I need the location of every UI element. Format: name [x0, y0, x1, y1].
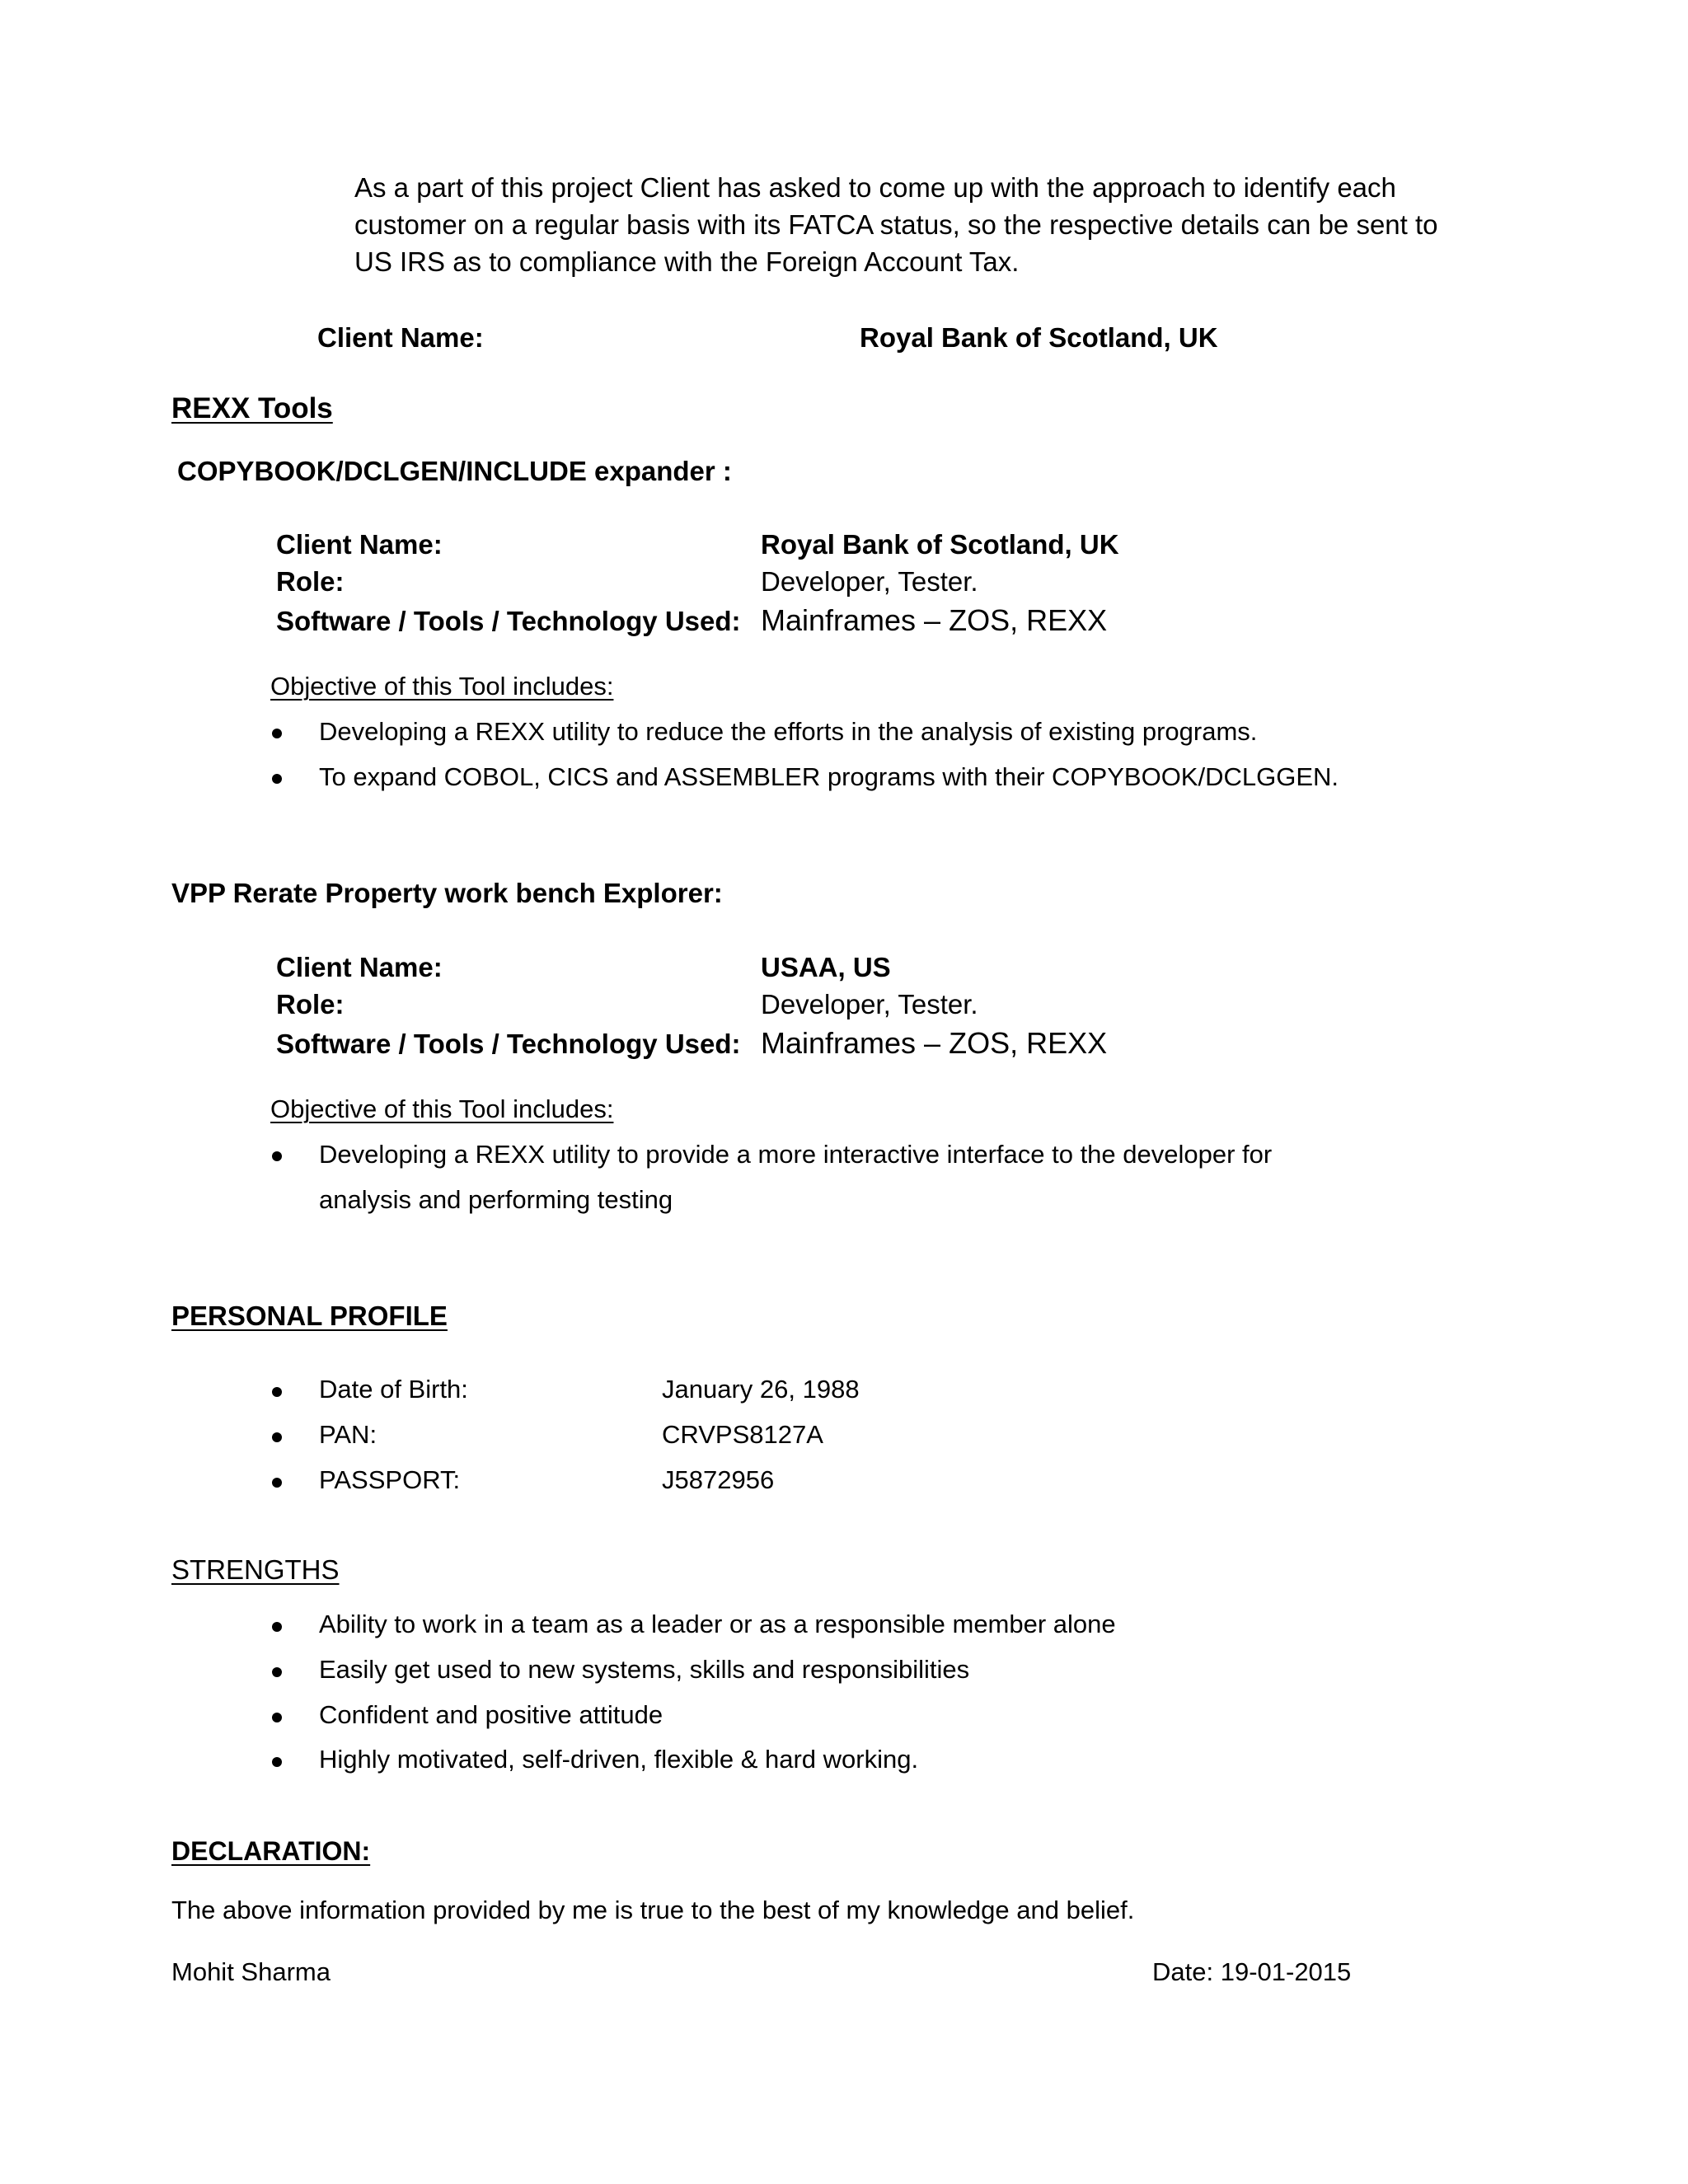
- bullet-icon: [272, 1667, 282, 1677]
- vpp-client-value: USAA, US: [761, 952, 891, 982]
- vpp-role-label: Role:: [276, 989, 345, 1019]
- bullet-icon: [272, 774, 282, 784]
- fatca-client-value: Royal Bank of Scotland, UK: [860, 322, 1218, 353]
- bullet-icon: [272, 1757, 282, 1767]
- vpp-tools-value: Mainframes – ZOS, REXX: [761, 1026, 1108, 1060]
- intro-paragraph: [354, 169, 1508, 280]
- vpp-objective-item: Developing a REXX utility to provide a more interactive interface to the developer for: [319, 1140, 1273, 1169]
- bullet-icon: [272, 1713, 282, 1722]
- profile-value: January 26, 1988: [662, 1375, 860, 1404]
- copybook-tools-label: Software / Tools / Technology Used:: [276, 606, 741, 636]
- copybook-heading: COPYBOOK/DCLGEN/INCLUDE expander :: [177, 456, 732, 486]
- vpp-objective-heading: Objective of this Tool includes:: [270, 1094, 614, 1123]
- strengths-heading: STRENGTHS: [171, 1554, 340, 1585]
- profile-value: CRVPS8127A: [662, 1420, 823, 1449]
- intro-line: US IRS as to compliance with the Foreign Account Tax.: [354, 246, 1020, 277]
- copybook-role-label: Role:: [276, 566, 345, 597]
- bullet-icon: [272, 1432, 282, 1442]
- bullet-icon: [272, 729, 282, 738]
- personal-profile-heading: PERSONAL PROFILE: [171, 1301, 448, 1331]
- fatca-client-label: Client Name:: [317, 322, 484, 353]
- intro-line: As a part of this project Client has asked to come up with the approach to identify each: [354, 172, 1396, 203]
- declaration-heading: DECLARATION:: [171, 1836, 371, 1866]
- signature-name: Mohit Sharma: [171, 1957, 331, 1986]
- intro-line: customer on a regular basis with its FATCA status, so the respective details can be sent to: [354, 209, 1438, 240]
- profile-value: J5872956: [662, 1465, 775, 1494]
- profile-label: PAN:: [319, 1420, 377, 1449]
- profile-label: PASSPORT:: [319, 1465, 461, 1494]
- strength-item: Highly motivated, self-driven, flexible & hard working.: [319, 1745, 919, 1774]
- vpp-client-label: Client Name:: [276, 952, 443, 982]
- declaration-date: Date: 19-01-2015: [1152, 1957, 1352, 1986]
- strength-item: Ability to work in a team as a leader or as a responsible member alone: [319, 1610, 1116, 1638]
- strength-item: Confident and positive attitude: [319, 1700, 663, 1729]
- strength-item: Easily get used to new systems, skills and responsibilities: [319, 1655, 970, 1684]
- bullet-icon: [272, 1151, 282, 1161]
- copybook-role-value: Developer, Tester.: [761, 566, 978, 597]
- rexx-tools-heading: REXX Tools: [171, 392, 333, 424]
- bullet-icon: [272, 1387, 282, 1397]
- copybook-client-value: Royal Bank of Scotland, UK: [761, 529, 1119, 560]
- bullet-icon: [272, 1478, 282, 1488]
- vpp-objective-item-continued: analysis and performing testing: [319, 1185, 673, 1214]
- copybook-objective-heading: Objective of this Tool includes:: [270, 672, 614, 701]
- vpp-role-value: Developer, Tester.: [761, 989, 978, 1019]
- bullet-icon: [272, 1622, 282, 1632]
- vpp-heading: VPP Rerate Property work bench Explorer:: [171, 878, 723, 908]
- copybook-client-label: Client Name:: [276, 529, 443, 560]
- profile-label: Date of Birth:: [319, 1375, 468, 1404]
- copybook-objective-item: Developing a REXX utility to reduce the efforts in the analysis of existing programs.: [319, 717, 1258, 746]
- copybook-objective-item: To expand COBOL, CICS and ASSEMBLER programs with their COPYBOOK/DCLGGEN.: [319, 762, 1339, 791]
- vpp-tools-label: Software / Tools / Technology Used:: [276, 1029, 741, 1059]
- declaration-text: The above information provided by me is true to the best of my knowledge and belief.: [171, 1896, 1135, 1924]
- copybook-tools-value: Mainframes – ZOS, REXX: [761, 603, 1108, 637]
